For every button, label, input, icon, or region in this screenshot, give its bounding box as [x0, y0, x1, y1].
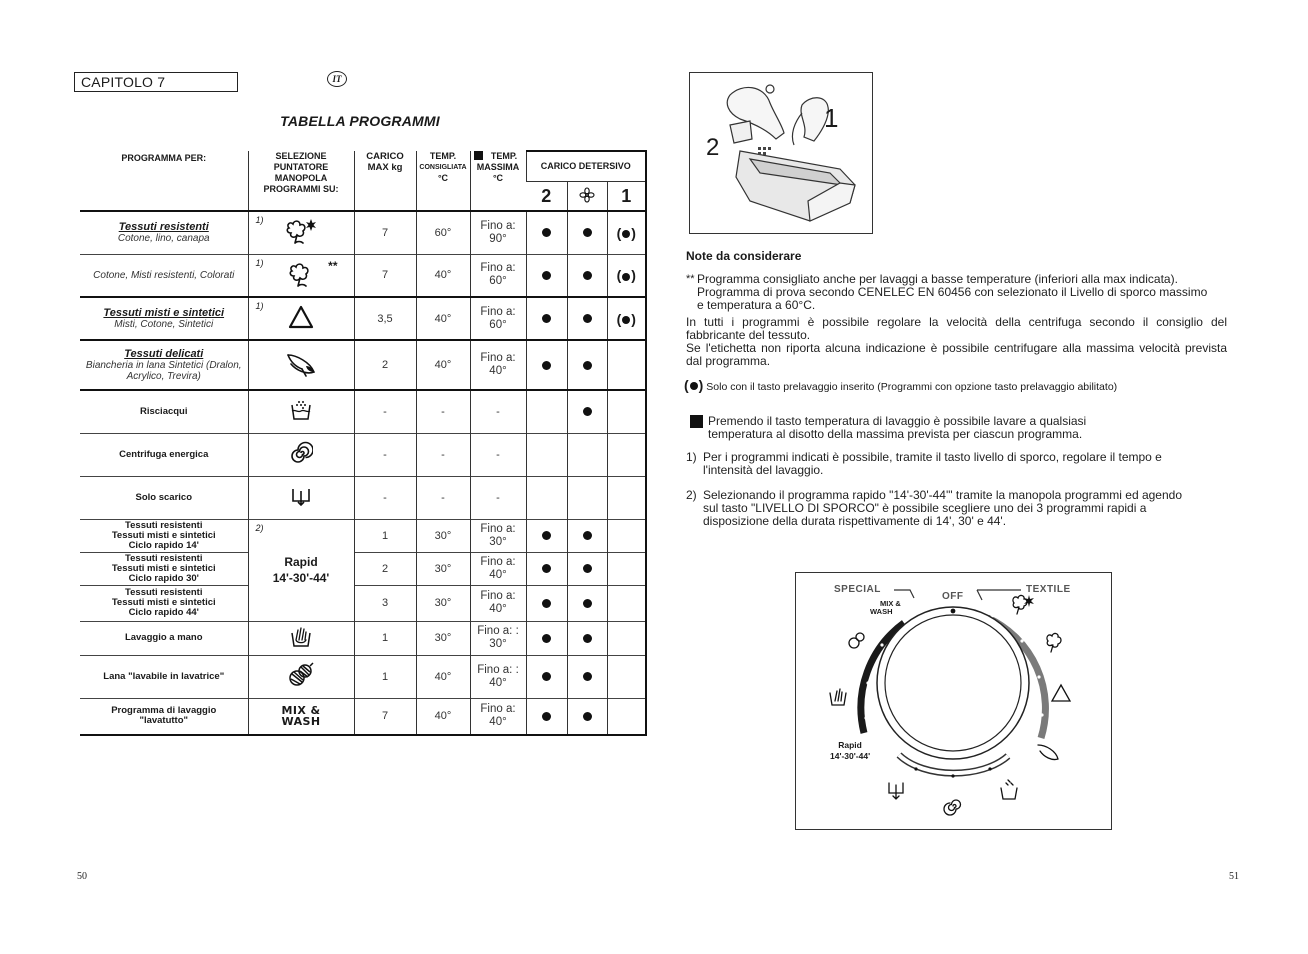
notes-heading: Note da considerare — [686, 249, 802, 263]
page-number-right: 51 — [1229, 871, 1239, 882]
program-dial-diagram — [795, 572, 1112, 830]
temp-button-square-icon — [690, 415, 703, 428]
detergent-dot — [542, 361, 551, 370]
dial-label-off: OFF — [942, 591, 964, 602]
softener-flower-icon — [579, 187, 595, 203]
detergent-dot — [583, 271, 592, 280]
table-row: Tessuti resistenti Cotone, lino, canapa 1) 7 60° Fino a: 90° ( ) — [80, 211, 646, 254]
table-header-row — [80, 151, 646, 181]
table-row: Lana "lavabile in lavatrice" 1 40° Fino a: : 40° — [80, 655, 646, 698]
program-table — [80, 150, 647, 736]
synthetic-triangle-icon — [287, 304, 315, 330]
rinse-icon — [289, 399, 313, 421]
dial-label-special: SPECIAL — [834, 584, 881, 595]
note-2: 2) Selezionando il programma rapido "14'-30'-44'" tramite la manopola programmi ed agendo sul tasto "LIVELLO DI SPORCO" è possibile scegliere uno dei 3 programmi rapidi a disposizione della durata rispettivamente di 14', 30' e 44'. — [686, 488, 1182, 528]
header-temp-max: TEMP. MASSIMA °C — [470, 151, 526, 211]
table-row: Cotone, Misti resistenti, Colorati 1) ** 7 40° Fino a: 60° ( ) — [80, 254, 646, 297]
table-row: Lavaggio a mano 1 30° Fino a: : 30° — [80, 621, 646, 655]
detergent-dot — [542, 599, 551, 608]
detergent-dot — [542, 314, 551, 323]
language-badge: IT — [327, 71, 347, 87]
prewash-dot-icon: ( ) — [616, 310, 636, 327]
detergent-dot — [583, 407, 592, 416]
header-temp-recommended: TEMP. CONSIGLIATA °C — [416, 151, 470, 211]
table-row: Centrifuga energica - - - — [80, 433, 646, 476]
table-row: Tessuti delicati Biancheria in lana Sintetici (Dralon, Acrylico, Trevira) 2 40° Fino a: 40° — [80, 340, 646, 390]
star-note: ** Programma consigliato anche per lavaggi a basse temperature (inferiori alla max indicata). Programma di prova secondo CENELEC EN 60456 con selezionato il Livello di sporco massimo e temperatura a 60°C. — [686, 272, 1208, 312]
prewash-note: ( ) Solo con il tasto prelavaggio inserito (Programmi con opzione tasto prelavaggio abilitato) — [684, 377, 1118, 393]
detergent-dot — [542, 634, 551, 643]
detergent-col-2: 2 — [526, 181, 567, 211]
prewash-dot-icon: ( ) — [616, 267, 636, 284]
drain-icon — [290, 485, 312, 507]
note-1: 1) Per i programmi indicati è possibile, tramite il tasto livello di sporco, regolare il tempo e l'intensità del lavaggio. — [686, 450, 1162, 477]
detergent-dot — [542, 531, 551, 540]
header-detergent: CARICO DETERSIVO — [526, 151, 646, 181]
detergent-dot — [542, 672, 551, 681]
detergent-dot — [583, 314, 592, 323]
chapter-title: CAPITOLO 7 — [74, 72, 238, 92]
detergent-dot — [583, 634, 592, 643]
hand-wash-icon — [289, 625, 313, 649]
table-row: Tessuti resistenti Tessuti misti e sintetici Ciclo rapido 14' 2) Rapid 14'-30'-44' 1 30° Fino a: 30° — [80, 519, 646, 552]
table-title: TABELLA PROGRAMMI — [280, 113, 440, 129]
header-selection: SELEZIONE PUNTATORE MANOPOLA PROGRAMMI SU: — [248, 151, 354, 211]
dial-label-mix-wash: MIX & WASH — [870, 599, 901, 616]
header-load: CARICO MAX kg — [354, 151, 416, 211]
table-row: Tessuti misti e sintetici Misti, Cotone, Sintetici 1) 3,5 40° Fino a: 60° ( ) — [80, 297, 646, 340]
compartment-label-2: 2 — [706, 134, 720, 161]
temp-button-square-icon — [474, 151, 483, 160]
detergent-col-flower — [567, 181, 607, 211]
detergent-dot — [583, 361, 592, 370]
rapid-selection-cell: 2) Rapid 14'-30'-44' — [248, 519, 354, 621]
prewash-dot-icon: ( ) — [616, 224, 636, 241]
header-program: PROGRAMMA PER: — [121, 153, 207, 163]
detergent-drawer-illustration — [689, 72, 873, 234]
delicate-feather-icon — [284, 350, 318, 378]
spin-spiral-icon — [289, 441, 313, 465]
prewash-dot-icon: ( ) — [684, 377, 704, 393]
table-row: Risciacqui - - - — [80, 390, 646, 433]
star-marker: ** — [328, 258, 338, 273]
detergent-dot — [583, 599, 592, 608]
detergent-dot — [542, 564, 551, 573]
dial-label-rapid: Rapid 14'-30'-44' — [830, 740, 871, 761]
detergent-dot — [542, 228, 551, 237]
dial-label-textile: TEXTILE — [1026, 584, 1071, 595]
table-row: Programma di lavaggio "lavatutto" MIX & WASH 7 40° Fino a: 40° — [80, 698, 646, 735]
detergent-dot — [583, 531, 592, 540]
compartment-label-1: 1 — [824, 103, 839, 133]
table-row: Tessuti resistenti Tessuti misti e sintetici Ciclo rapido 44' 3 30° Fino a: 40° — [80, 585, 646, 621]
table-row: Tessuti resistenti Tessuti misti e sintetici Ciclo rapido 30' 2 30° Fino a: 40° — [80, 552, 646, 585]
detergent-dot — [583, 564, 592, 573]
temperature-note: Premendo il tasto temperatura di lavaggio è possibile lavare a qualsiasi temperatura al disotto della massima prevista per ciascun programma. — [690, 415, 1210, 441]
detergent-dot — [583, 712, 592, 721]
detergent-dot — [542, 712, 551, 721]
cotton-star-icon — [283, 216, 319, 246]
program-dial — [796, 573, 1111, 829]
cotton-icon — [286, 260, 316, 288]
table-row: Solo scarico - - - — [80, 476, 646, 519]
page-number-left: 50 — [77, 871, 87, 882]
detergent-col-1: 1 — [607, 181, 646, 211]
detergent-dot — [542, 271, 551, 280]
wool-ball-icon — [286, 660, 316, 690]
detergent-dot — [583, 672, 592, 681]
detergent-dot — [583, 228, 592, 237]
spin-speed-note: In tutti i programmi è possibile regolare la velocità della centrifuga secondo il consiglio del fabbricante del tessuto. Se l'etichetta non riporta alcuna indicazione è possibile centrifugare alla massima velocità prevista dal programma. — [686, 315, 1227, 368]
mix-wash-label: MIX & WASH — [281, 704, 321, 729]
